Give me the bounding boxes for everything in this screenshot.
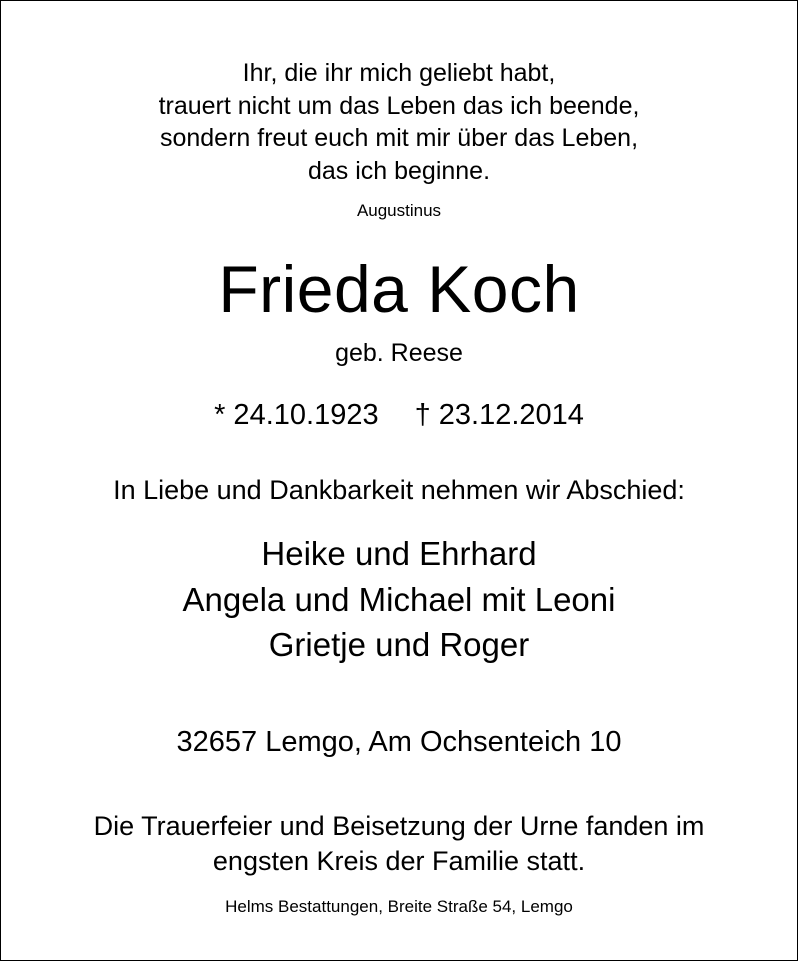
poem-line: trauert nicht um das Leben das ich beende, bbox=[158, 91, 640, 120]
mourner-line: Angela und Michael mit Leoni bbox=[182, 580, 616, 618]
mourner-line: Grietje und Roger bbox=[268, 626, 530, 663]
deceased-name: Frieda Koch bbox=[218, 252, 580, 326]
ceremony-line: engsten Kreis der Familie statt. bbox=[212, 846, 586, 876]
poem-line: Ihr, die ihr mich geliebt habt, bbox=[242, 59, 556, 87]
poem-author: Augustinus bbox=[356, 201, 442, 220]
maiden-name: geb. Reese bbox=[335, 339, 463, 367]
poem-quote bbox=[1, 57, 797, 187]
undertaker-info: Helms Bestattungen, Breite Straße 54, Lemgo bbox=[225, 897, 573, 916]
birth-date: * 24.10.1923 bbox=[214, 399, 379, 431]
farewell-text: In Liebe und Dankbarkeit nehmen wir Abschied: bbox=[113, 475, 685, 505]
death-date: † 23.12.2014 bbox=[414, 399, 584, 431]
poem-line: sondern freut euch mit mir über das Leben, bbox=[159, 124, 639, 152]
mourners-list bbox=[1, 531, 797, 668]
mourner-line: Heike und Ehrhard bbox=[261, 535, 537, 572]
ceremony-line: Die Trauerfeier und Beisetzung der Urne fanden im bbox=[93, 811, 705, 841]
ceremony-note bbox=[1, 809, 797, 879]
family-address: 32657 Lemgo, Am Ochsenteich 10 bbox=[176, 726, 622, 758]
poem-line: das ich beginne. bbox=[307, 156, 491, 185]
life-dates bbox=[1, 397, 797, 433]
